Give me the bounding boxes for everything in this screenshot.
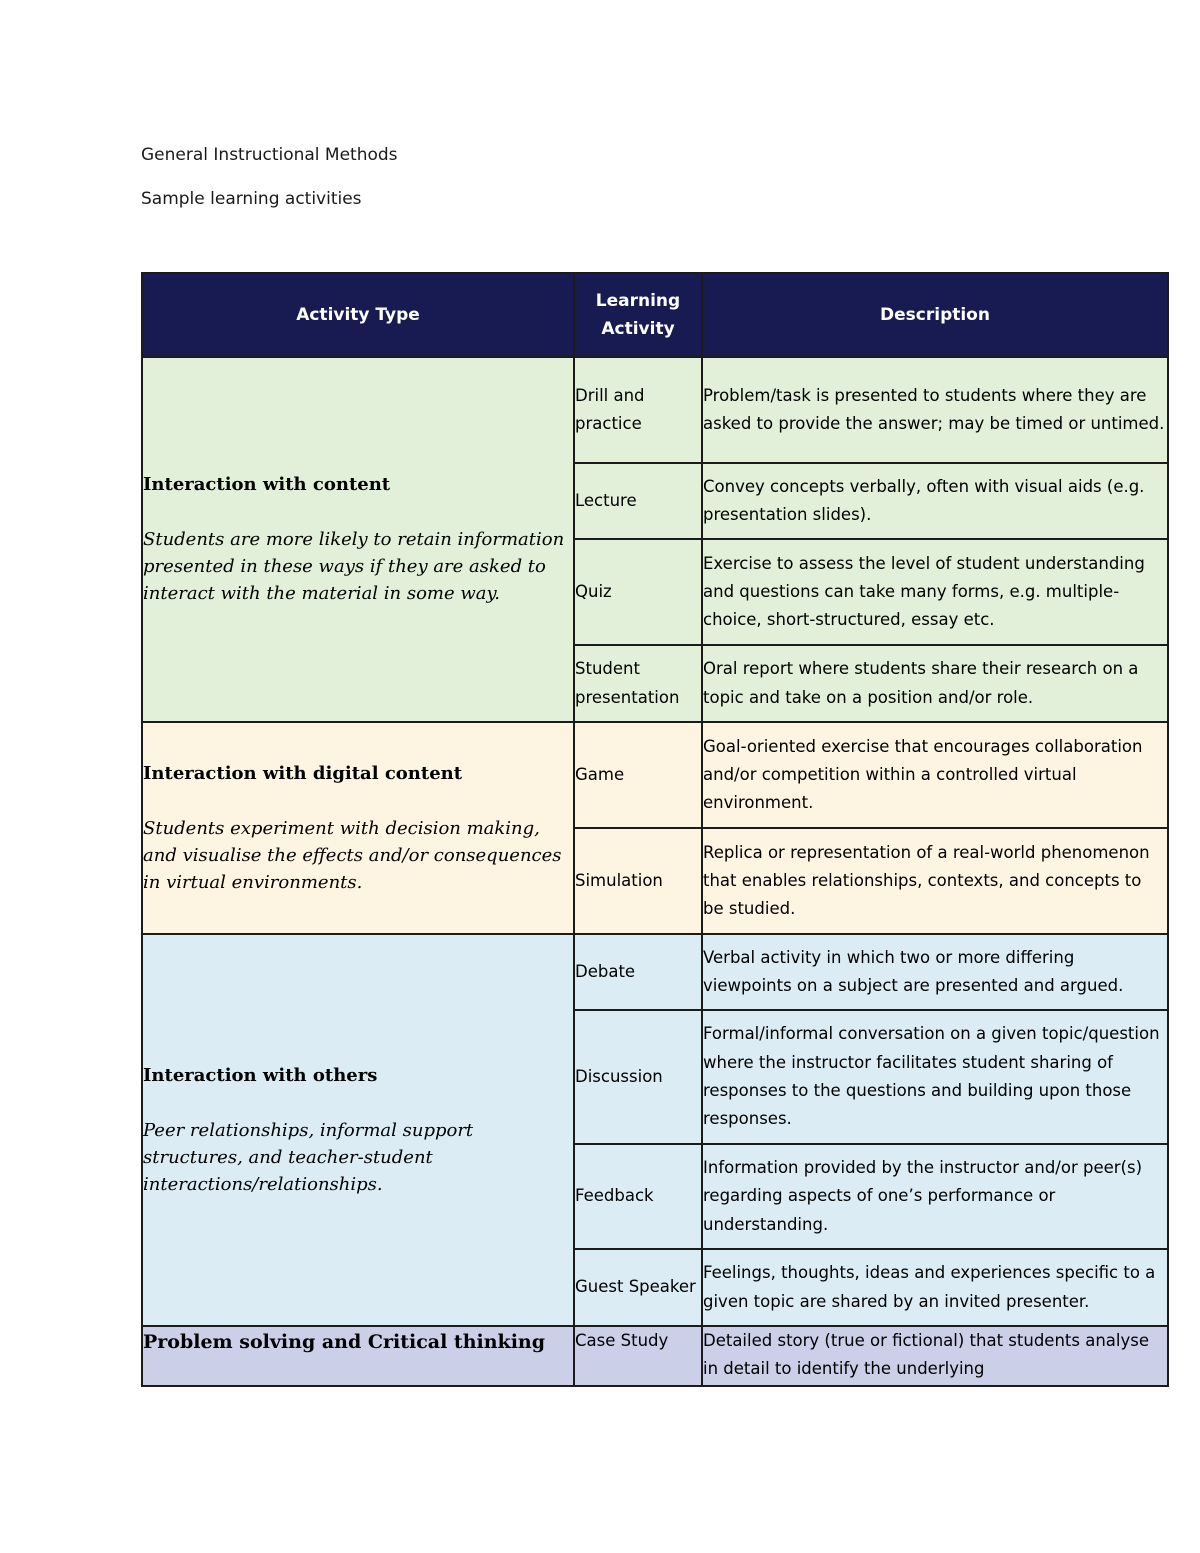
learning-activity-cell: Guest Speaker <box>574 1249 702 1326</box>
learning-activity-cell: Lecture <box>574 463 702 539</box>
learning-activity-cell: Discussion <box>574 1010 702 1144</box>
description-cell: Convey concepts verbally, often with visual aids (e.g. presentation slides). <box>702 463 1168 539</box>
description-cell: Replica or representation of a real-world phenomenon that enables relationships, contexts, and concepts to be studied. <box>702 828 1168 934</box>
description-cell: Exercise to assess the level of student understanding and questions can take many forms, e.g. multiple-choice, short-structured, essay etc. <box>702 539 1168 645</box>
activity-type-title: Interaction with others <box>143 1064 378 1086</box>
group-problem-solving <box>142 1326 1168 1386</box>
table-row <box>142 722 1168 828</box>
learning-activity-cell: Quiz <box>574 539 702 645</box>
learning-activity-cell: Drill and practice <box>574 357 702 463</box>
table-row <box>142 934 1168 1010</box>
activity-type-title: Interaction with content <box>143 474 391 495</box>
table-header-row <box>142 273 1168 357</box>
description-cell: Detailed story (true or fictional) that students analyse in detail to identify the underlying <box>702 1326 1168 1386</box>
learning-activity-cell: Feedback <box>574 1144 702 1249</box>
learning-activity-cell: Simulation <box>574 828 702 934</box>
group-interaction-with-others <box>142 934 1168 1326</box>
document-title: General Instructional Methods <box>141 145 398 165</box>
learning-activity-cell: Game <box>574 722 702 828</box>
description-cell: Oral report where students share their research on a topic and take on a position and/or role. <box>702 645 1168 722</box>
document-subtitle: Sample learning activities <box>141 189 362 209</box>
learning-activity-cell: Student presentation <box>574 645 702 722</box>
group-interaction-with-content <box>142 357 1168 722</box>
activity-type-cell <box>142 934 574 1326</box>
description-cell: Information provided by the instructor and/or peer(s) regarding aspects of one’s performance or understanding. <box>702 1144 1168 1249</box>
learning-activity-cell: Debate <box>574 934 702 1010</box>
description-cell: Formal/informal conversation on a given topic/question where the instructor facilitates student sharing of responses to the questions and building upon those responses. <box>702 1010 1168 1144</box>
description-cell: Feelings, thoughts, ideas and experiences specific to a given topic are shared by an invited presenter. <box>702 1249 1168 1326</box>
description-cell: Goal-oriented exercise that encourages collaboration and/or competition within a controlled virtual environment. <box>702 722 1168 828</box>
activity-type-title: Interaction with digital content <box>143 762 463 784</box>
activity-type-description: Students experiment with decision making, and visualise the effects and/or consequences in virtual environments. <box>143 817 562 893</box>
description-cell: Problem/task is presented to students where they are asked to provide the answer; may be timed or untimed. <box>702 357 1168 463</box>
activity-type-cell <box>142 722 574 934</box>
learning-activities-table <box>141 272 1169 1387</box>
activity-type-description: Peer relationships, informal support structures, and teacher-student interactions/relationships. <box>143 1119 474 1195</box>
description-cell: Verbal activity in which two or more differing viewpoints on a subject are presented and argued. <box>702 934 1168 1010</box>
activity-type-description: Students are more likely to retain information presented in these ways if they are asked to interact with the material in some way. <box>143 529 565 604</box>
group-interaction-with-digital-content <box>142 722 1168 934</box>
header-description: Description <box>702 273 1168 357</box>
table-row <box>142 1326 1168 1386</box>
header-learning-activity: Learning Activity <box>574 273 702 357</box>
activity-type-title: Problem solving and Critical thinking <box>143 1331 546 1353</box>
learning-activity-cell: Case Study <box>574 1326 702 1386</box>
header-activity-type: Activity Type <box>142 273 574 357</box>
activity-type-cell <box>142 1326 574 1386</box>
table-row <box>142 357 1168 463</box>
activity-type-cell <box>142 357 574 722</box>
